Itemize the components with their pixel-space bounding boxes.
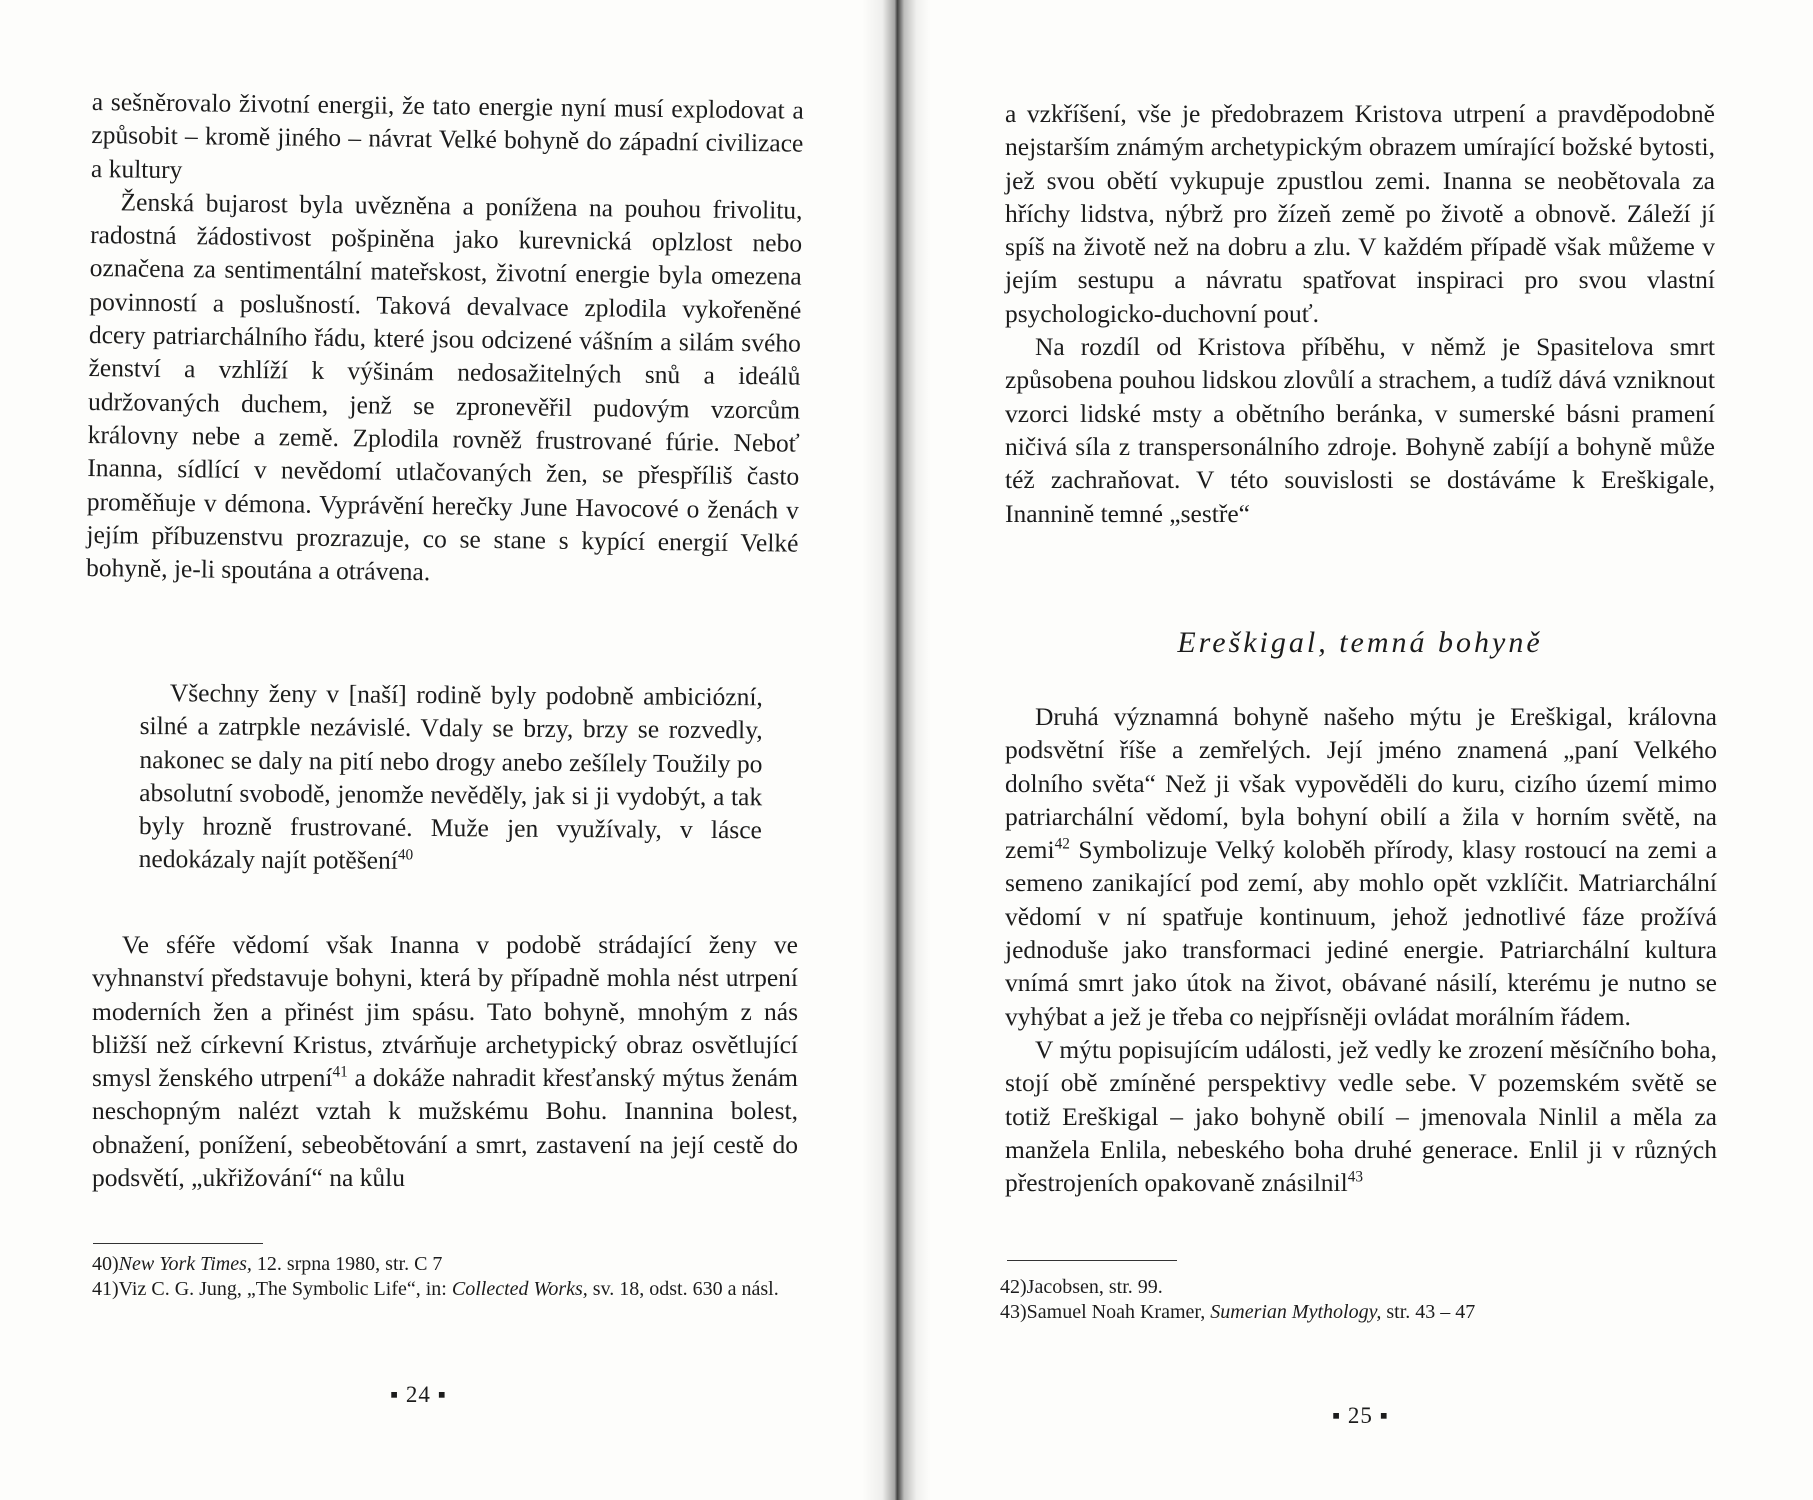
- chapter-heading: Ereškigal, temná bohyně: [1177, 626, 1543, 659]
- quote-body: Všechny ženy v [naší] rodině byly podobně ambiciózní, silné a zatrpkle nezávislé. Vdaly se brzy, brzy se rozvedly, nakonec se daly na pití nebo drogy anebo zešílely Toužily po absolutní svobodě, jenomže nevěděly, jak si ji vydobýt, a tak byly hrozně frustrované. Muže jen využívaly, v lásce nedokázaly najít potěšení: [138, 678, 763, 876]
- footnote-ref-40: 40: [397, 846, 414, 864]
- right-section-text: [1005, 700, 1717, 1199]
- right-paragraph-1: a vzkříšení, vše je předobrazem Kristova utrpení a pravděpodobně nejstarším známým archetypickým obrazem umírající božské bytosti, jež svou obětí vykupuje zpustlou zemi. Inanna se neobětovala za hříchy lidstva, nýbrž pro žízeň země po životě a obnově. Záleží jí spíš na životě než na dobru a zlu. V každém případě však můžeme v jejím sestupu a návratu spatřovat inspiraci pro svou vlastní psychologicko-duchovní pouť.: [1005, 99, 1715, 328]
- footnote-40-number: 40): [92, 1253, 119, 1275]
- footnote-43-details: str. 43 – 47: [1381, 1301, 1476, 1323]
- footnote-41-details: sv. 18, odst. 630 a násl.: [587, 1278, 779, 1300]
- right-paragraph-3-start: Druhá významná bohyně našeho mýtu je Ereškigal, královna podsvětní říše a zemřelých. Její jméno znamená „paní Velkého dolního světa“ Než ji však vypověděli do kuru, cizího území mimo patriarchální vědomí, byla bohyní obilí a žila v horním světě, na zemi: [1005, 702, 1717, 865]
- left-paragraph-3-start: Ve sféře vědomí však Inanna v podobě strádající ženy ve vyhnanství představuje bohyni, která by případně mohla nést utrpení moderních žen a přinést jim spásu. Tato bohyně, mnohým z nás bližší než církevní Kristus, ztvárňuje archetypický obraz osvětlující smysl ženského utrpení: [92, 930, 798, 1093]
- left-paragraph-1: a sešněrovalo životní energii, že tato energie nyní musí explodovat a způsobit – kromě jiného – návrat Velké bohyně do západní civilizace a kultury: [90, 86, 804, 184]
- footnote-divider-right: [1007, 1260, 1177, 1261]
- right-paragraph-2: Na rozdíl od Kristova příběhu, v němž je Spasitelova smrt způsobena pouhou lidskou zlovůlí a strachem, a tudíž dává vzniknout vzorci lidské msty a obětního beránka, v sumerské básni pramení ničivá síla z transpersonálního zdroje. Bohyně zabíjí a bohyně může též zachraňovat. V této souvislosti se dostáváme k Ereškigale, Inannině temné „sestře“: [1005, 332, 1715, 528]
- footnote-43: [1000, 1300, 1700, 1325]
- left-paragraph-3-end: a dokáže nahradit křesťanský mýtus ženám neschopným nalézt vztah k mužskému Bohu. Inannina bolest, obnažení, ponížení, sebeobětování a smrt, zastavení na její cestě do podsvětí, „ukřižování“ na kůlu: [92, 1063, 798, 1193]
- right-paragraph-4-text: V mýtu popisujícím události, jež vedly ke zrození měsíčního boha, stojí obě zmíněné perspektivy vedle sebe. V pozemském světě se totiž Ereškigal – jako bohyně obilí – jmenovala Ninlil a měla za manžela Enlila, nebeského boha druhé generace. Enlil ji v různých přestrojeních opakovaně znásilnil: [1005, 1034, 1717, 1198]
- right-paragraph-3-end: Symbolizuje Velký koloběh přírody, klasy rostoucí na zemi a semeno zanikající pod zemí, aby mohlo opět vzklíčit. Matriarchální vědomí v ní spatřuje kontinuum, jehož jednotlivé fáze prožívá jednoduše jako transformaci jediné energie. Patriarchální kultura vnímá smrt jako útok na život, obávané násilí, kterému je nutno se vyhýbat a jež je třeba co nejpřísněji ovládat morálním řádem.: [1005, 835, 1717, 1031]
- footnote-41-number: 41): [92, 1278, 119, 1300]
- footnote-43-title: Sumerian Mythology,: [1210, 1301, 1382, 1323]
- footnote-ref-41: 41: [332, 1063, 348, 1081]
- right-main-text: [1005, 97, 1715, 530]
- footnote-43-number: 43): [1000, 1301, 1027, 1323]
- footnote-41-prefix: Viz C. G. Jung, „The Symbolic Life“, in:: [118, 1278, 452, 1300]
- right-paragraph-4: [1005, 1033, 1717, 1199]
- page-number-right: ▪ 25 ▪: [1332, 1403, 1389, 1428]
- footnote-41-title: Collected Works,: [451, 1278, 588, 1300]
- footnote-43-prefix: Samuel Noah Kramer,: [1026, 1301, 1211, 1323]
- footnotes-right: [1000, 1275, 1700, 1325]
- footnote-40-details: 12. srpna 1980, str. C 7: [251, 1253, 443, 1275]
- footnote-40-title: New York Times,: [118, 1253, 252, 1275]
- left-paragraph-2: Ženská bujarost byla uvězněna a ponížena na pouhou frivolitu, radostná žádostivost pošpiněna jako kurevnická oplzlost nebo označena za sentimentální mateřskost, životní energie byla omezena povinností a poslušností. Taková devalvace zplodila vykořeněné dcery patriarchálního řádu, které jsou odcizené vášním a silám svého ženství a vzhlíží k výšinám nedosažitelných snů a ideálů udržovaných duchem, jenž se zpronevěřil pudovým vzorcům královny nebe a země. Zplodila rovněž frustrované fúrie. Neboť Inanna, sídlící v nevědomí utlačovaných žen, se přespříliš často proměňuje v démona. Vyprávění herečky June Havocové o ženách v jejím příbuzenstvu prozrazuje, co se stane s kypící energií Velké bohyně, je-li spoutána a otrávena.: [85, 187, 803, 587]
- footnote-42: 42)Jacobsen, str. 99.: [1000, 1276, 1163, 1298]
- footnote-ref-43: 43: [1347, 1168, 1364, 1186]
- page-number-left: ▪ 24 ▪: [390, 1382, 447, 1407]
- footnote-ref-42: 42: [1054, 835, 1070, 853]
- right-paragraph-3: [1005, 700, 1717, 1033]
